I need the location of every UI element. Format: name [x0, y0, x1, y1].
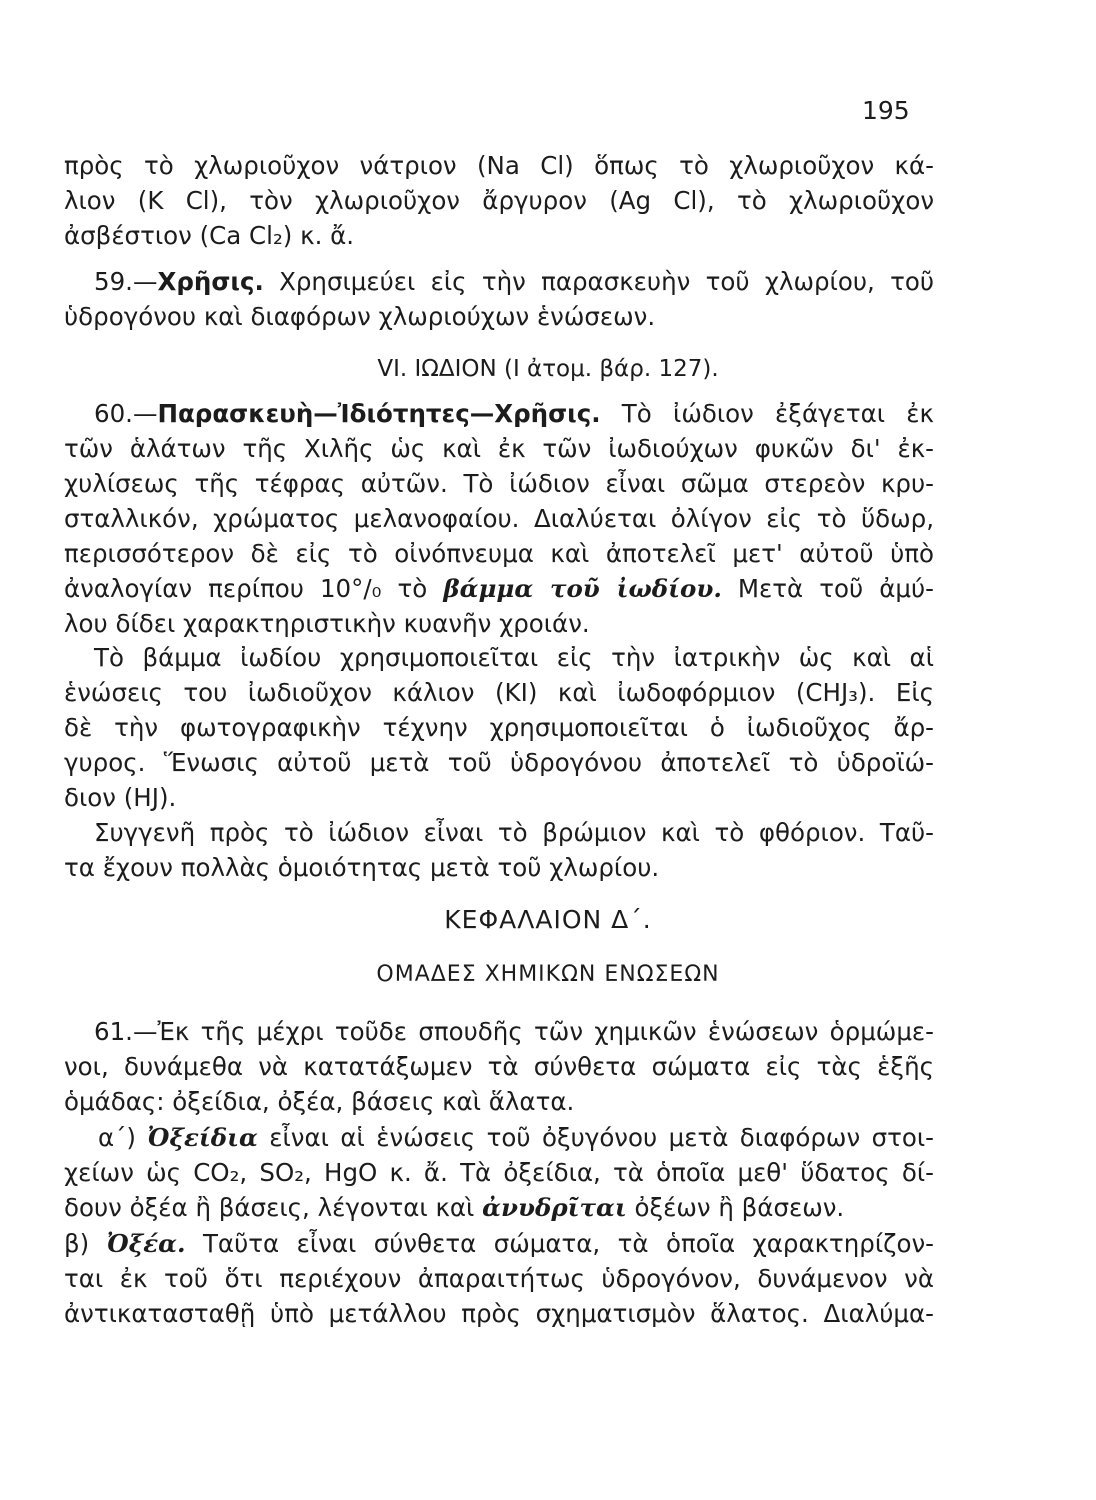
text-line: χείων ὡς CO₂, SO₂, HgO κ. ἄ. Τὰ ὀξείδια, τὰ ὁποῖα μεθ' ὕδατος δί-	[64, 1158, 934, 1187]
text-line	[64, 1226, 934, 1261]
text-line: Συγγενῆ πρὸς τὸ ἰώδιον εἶναι τὸ βρώμιον καὶ τὸ φθόριον. Ταῦ-	[94, 818, 934, 847]
text-run: ἀναλογίαν περίπου 10°/₀ τὸ	[64, 574, 444, 603]
text-run: Τὸ ἰώδιον ἐξάγεται ἐκ	[600, 399, 934, 428]
text-run: Χρησιμεύει εἰς τὴν παρασκευὴν τοῦ χλωρίου, τοῦ	[263, 267, 934, 296]
paragraph-59	[64, 264, 934, 334]
paragraph-heading: Χρῆσις.	[157, 267, 264, 296]
paragraph-heading: Παρασκευὴ—Ἰδιότητες—Χρῆσις.	[157, 399, 601, 428]
paragraph-number: 60.—	[94, 399, 158, 428]
italic-term: Ὀξείδια	[147, 1123, 258, 1152]
text-line	[64, 1190, 934, 1225]
text-line: πρὸς τὸ χλωριοῦχον νάτριον (Na Cl) ὅπως τὸ χλωριοῦχον κά-	[64, 151, 934, 180]
text-line: χυλίσεως τῆς τέφρας αὐτῶν. Τὸ ἰώδιον εἶναι σῶμα στερεὸν κρυ-	[64, 469, 934, 498]
text-line: ὑδρογόνου καὶ διαφόρων χλωριούχων ἑνώσεων.	[64, 302, 656, 331]
italic-term: Ὀξέα.	[106, 1229, 186, 1258]
chapter-heading: ΚΕΦΑΛΑΙΟΝ Δ΄.	[444, 905, 652, 934]
italic-term: βάμμα τοῦ ἰωδίου.	[443, 574, 722, 603]
text-line	[64, 1120, 934, 1155]
text-line: περισσότερον δὲ εἰς τὸ οἰνόπνευμα καὶ ἀποτελεῖ μετ' αὐτοῦ ὑπὸ	[64, 539, 934, 568]
text-run: Ταῦτα εἶναι σύνθετα σώματα, τὰ ὁποῖα χαρακτηρίζον-	[185, 1229, 934, 1258]
text-line: Τὸ βάμμα ἰωδίου χρησιμοποιεῖται εἰς τὴν ἰατρικὴν ὡς καὶ αἱ	[94, 643, 934, 672]
text-line: ται ἐκ τοῦ ὅτι περιέχουν ἀπαραιτήτως ὑδρογόνον, δυνάμενον νὰ	[64, 1264, 934, 1293]
text-line: λιον (K Cl), τὸν χλωριοῦχον ἄργυρον (Ag Cl), τὸ χλωριοῦχον	[64, 186, 934, 215]
text-run: ὀξέων ἢ βάσεων.	[626, 1193, 845, 1222]
section-heading-iodine: VI. ΙΩΔΙΟΝ (I ἀτομ. βάρ. 127).	[377, 356, 719, 382]
text-line: ἀντικατασταθῇ ὑπὸ μετάλλου πρὸς σχηματισμὸν ἅλατος. Διαλύμα-	[64, 1299, 934, 1328]
page-number: 195	[862, 96, 910, 125]
text-line: ἀσβέστιον (Ca Cl₂) κ. ἄ.	[64, 221, 355, 250]
text-line: ὁμάδας: ὀξείδια, ὀξέα, βάσεις καὶ ἅλατα.	[64, 1087, 575, 1116]
text-line: σταλλικόν, χρώματος μελανοφαίου. Διαλύεται ὀλίγον εἰς τὸ ὕδωρ,	[64, 504, 934, 533]
text-run: εἶναι αἱ ἑνώσεις τοῦ ὀξυγόνου μετὰ διαφόρων στοι-	[257, 1123, 934, 1152]
text-line: διον (HJ).	[64, 783, 177, 812]
paragraph-61	[64, 1014, 934, 1119]
paragraph-number: 59.—	[94, 267, 158, 296]
italic-term: ἀνυδρῖται	[482, 1193, 627, 1222]
paragraph-60	[64, 396, 934, 641]
chapter-title: ΟΜΑΔΕΣ ΧΗΜΙΚΩΝ ΕΝΩΣΕΩΝ	[376, 962, 720, 987]
text-line: νοι, δυνάμεθα νὰ κατατάξωμεν τὰ σύνθετα σώματα εἰς τὰς ἑξῆς	[64, 1052, 934, 1081]
text-run: Μετὰ τοῦ ἀμύ-	[721, 574, 934, 603]
text-line: δὲ τὴν φωτογραφικὴν τέχνην χρησιμοποιεῖται ὁ ἰωδιοῦχος ἄρ-	[64, 713, 934, 742]
text-line: λου δίδει χαρακτηριστικὴν κυανῆν χροιάν.	[64, 609, 590, 638]
paragraph-oxides	[64, 1120, 934, 1225]
list-label: α΄)	[98, 1123, 148, 1152]
text-line: ἑνώσεις του ἰωδιοῦχον κάλιον (KI) καὶ ἰωδοφόρμιον (CHJ₃). Εἰς	[64, 678, 934, 707]
text-run: δουν ὀξέα ἢ βάσεις, λέγονται καὶ	[64, 1193, 483, 1222]
list-label: β)	[64, 1229, 107, 1258]
text-line: τα ἔχουν πολλὰς ὁμοιότητας μετὰ τοῦ χλωρίου.	[64, 853, 660, 882]
paragraph-iodine-uses	[64, 640, 934, 815]
text-line: γυρος. Ἕνωσις αὐτοῦ μετὰ τοῦ ὑδρογόνου ἀποτελεῖ τὸ ὑδροϊώ-	[64, 748, 934, 777]
paragraph-acids	[64, 1226, 934, 1331]
text-line	[64, 571, 934, 606]
text-line: 61.—Ἐκ τῆς μέχρι τοῦδε σπουδῆς τῶν χημικῶν ἑνώσεων ὁρμώμε-	[94, 1017, 934, 1046]
text-line	[64, 396, 934, 431]
paragraph-related-halogens	[64, 815, 934, 885]
text-line: τῶν ἁλάτων τῆς Χιλῆς ὡς καὶ ἐκ τῶν ἰωδιούχων φυκῶν δι' ἐκ-	[64, 434, 934, 463]
intro-paragraph	[64, 148, 934, 253]
text-line	[64, 264, 934, 299]
